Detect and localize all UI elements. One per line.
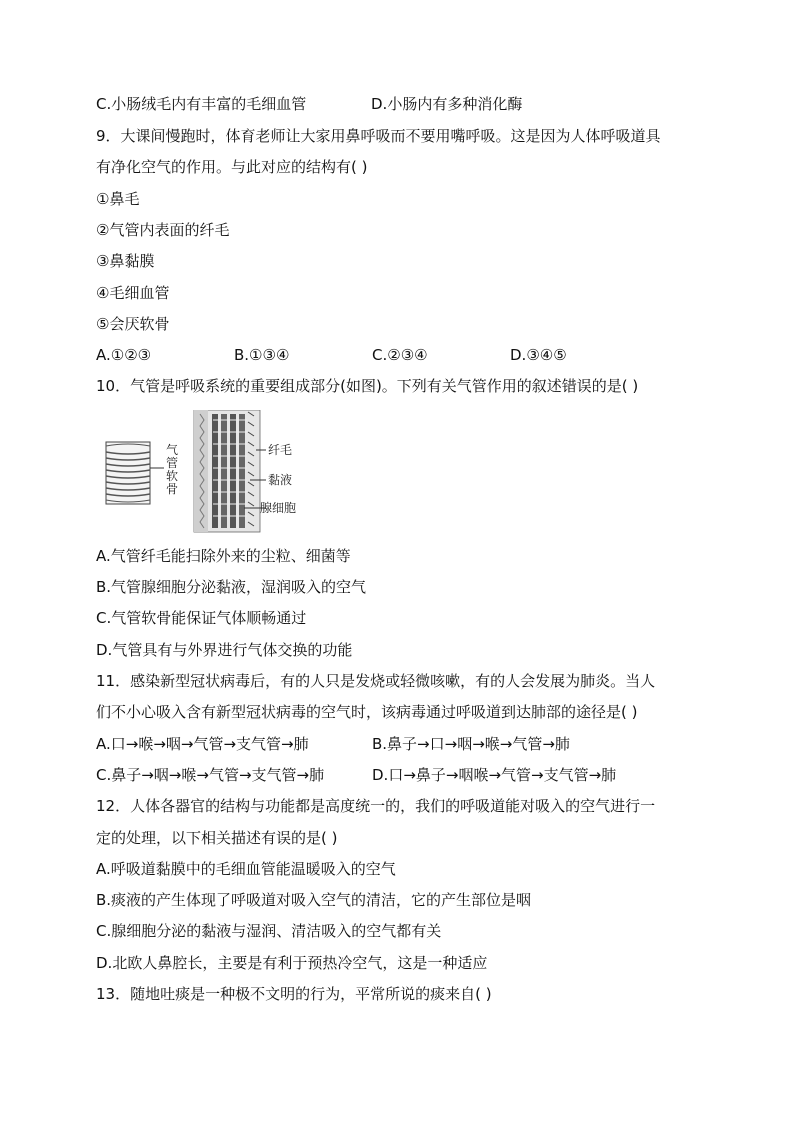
q10-option-b: B.气管腺细胞分泌黏液，湿润吸入的空气 (96, 578, 367, 596)
trachea-tube-drawing (106, 442, 164, 504)
q9-stem-line1: 9．大课间慢跑时，体育老师让大家用鼻呼吸而不要用嘴呼吸。这是因为人体呼吸道具 (96, 127, 661, 145)
q10-stem-line1: 10．气管是呼吸系统的重要组成部分(如图)。下列有关气管作用的叙述错误的是( ) (96, 377, 639, 395)
q9-item-2: ②气管内表面的纤毛 (96, 221, 230, 239)
q9-item-5: ⑤会厌软骨 (96, 315, 170, 333)
label-mucus: 黏液 (268, 473, 293, 487)
q9-item-4: ④毛细血管 (96, 284, 170, 302)
trachea-figure (100, 410, 310, 535)
q9-option-c: C.②③④ (372, 346, 428, 364)
q11-option-b: B.鼻子→口→咽→喉→气管→肺 (372, 735, 570, 753)
q12-option-c: C.腺细胞分泌的黏液与湿润、清洁吸入的空气都有关 (96, 922, 442, 940)
q11-stem-line1: 11．感染新型冠状病毒后，有的人只是发烧或轻微咳嗽，有的人会发展为肺炎。当人 (96, 672, 656, 690)
q13-stem-line1: 13．随地吐痰是一种极不文明的行为，平常所说的痰来自( ) (96, 985, 492, 1003)
q9-option-b: B.①③④ (234, 346, 290, 364)
trachea-wall-section-drawing (194, 410, 266, 532)
label-trachea-cartilage: 气管软骨 (166, 443, 179, 496)
q12-option-a: A.呼吸道黏膜中的毛细血管能温暖吸入的空气 (96, 860, 396, 878)
q10-option-c: C.气管软骨能保证气体顺畅通过 (96, 609, 307, 627)
q9-stem-line2: 有净化空气的作用。与此对应的结构有( ) (96, 158, 368, 176)
q11-option-a: A.口→喉→咽→气管→支气管→肺 (96, 735, 309, 753)
q12-stem-line1: 12．人体各器官的结构与功能都是高度统一的，我们的呼吸道能对吸入的空气进行一 (96, 797, 656, 815)
q10-option-d: D.气管具有与外界进行气体交换的功能 (96, 641, 353, 659)
q10-option-a: A.气管纤毛能扫除外来的尘粒、细菌等 (96, 547, 351, 565)
q9-item-3: ③鼻黏膜 (96, 252, 155, 270)
q9-item-1: ①鼻毛 (96, 190, 140, 208)
q11-stem-line2: 们不小心吸入含有新型冠状病毒的空气时，该病毒通过呼吸道到达肺部的途径是( ) (96, 703, 638, 721)
q8-option-d: D.小肠内有多种消化酶 (371, 95, 523, 113)
q11-option-d: D.口→鼻子→咽喉→气管→支气管→肺 (372, 766, 617, 784)
q12-option-d: D.北欧人鼻腔长，主要是有利于预热冷空气，这是一种适应 (96, 954, 488, 972)
q12-option-b: B.痰液的产生体现了呼吸道对吸入空气的清洁，它的产生部位是咽 (96, 891, 532, 909)
q11-option-c: C.鼻子→咽→喉→气管→支气管→肺 (96, 766, 325, 784)
q8-option-c: C.小肠绒毛内有丰富的毛细血管 (96, 95, 307, 113)
label-gland-cell: 腺细胞 (260, 501, 297, 515)
label-cilia: 纤毛 (268, 443, 293, 457)
q12-stem-line2: 定的处理，以下相关描述有误的是( ) (96, 829, 338, 847)
q9-option-d: D.③④⑤ (510, 346, 567, 364)
q9-option-a: A.①②③ (96, 346, 152, 364)
